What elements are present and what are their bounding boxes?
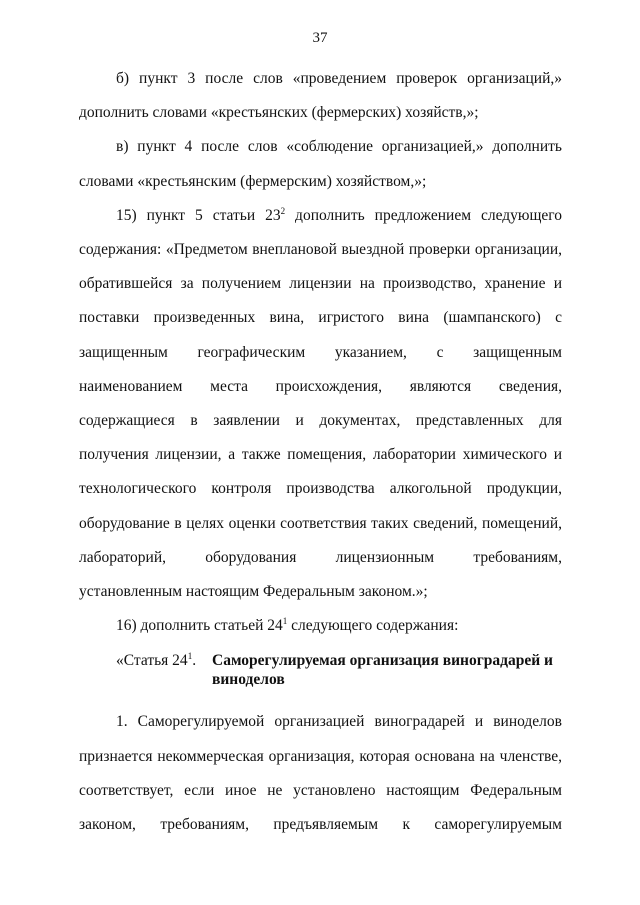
article-heading <box>79 651 562 689</box>
paragraph-item-16 <box>79 609 562 643</box>
item16-suffix: следующего содержания: <box>287 617 459 635</box>
item16-sup: 1 <box>282 616 288 627</box>
item15-prefix: 15) пункт 5 статьи 23 <box>116 206 281 224</box>
paragraph-v: в) пункт 4 после слов «соблюдение организацией,» дополнить словами «крестьянским (фермерским) хозяйством,»; <box>79 138 562 190</box>
clause-1: 1. Саморегулируемой организацией виноградарей и виноделов признается некоммерческая организация, которая основана на членстве, соответствует, если иное не установлено настоящим Федеральным законом, требованиям, предъявляемым к саморегулируемым <box>79 713 562 834</box>
article-label <box>79 651 212 689</box>
item15-sup: 2 <box>280 205 286 216</box>
paragraph-b: б) пункт 3 после слов «проведением проверок организаций,» дополнить словами «крестьянских (фермерских) хозяйств,»; <box>79 70 562 122</box>
paragraph-item-15-intro <box>79 199 562 233</box>
document-body <box>79 62 562 842</box>
article-label-prefix: «Статья 24 <box>116 652 188 670</box>
article-label-sup: 1 <box>187 651 193 662</box>
page-number: 37 <box>312 30 328 46</box>
item15-suffix: дополнить предложением следующего <box>285 206 563 224</box>
article-title: Саморегулируемая организация виноградарей и виноделов <box>212 652 553 689</box>
article-label-suffix: . <box>192 652 197 670</box>
paragraph-item-15-body: содержания: «Предметом внеплановой выездной проверки организации, обратившейся за получением лицензии на производство, хранение и поставки произведенных вина, игристого вина (шампанского) с защищенным географическим указанием, с защищенным наименованием места происхождения, являются сведения, содержащиеся в заявлении и документах, представленных для получения лицензии, а также помещения, лаборатории химического и технологического контроля производства алкогольной продукции, оборудование в целях оценки соответствия таких сведений, помещений, лабораторий, оборудования лицензионным требованиям, установленным настоящим Федеральным законом.»; <box>79 241 562 601</box>
item16-prefix: 16) дополнить статьей 24 <box>116 617 283 635</box>
